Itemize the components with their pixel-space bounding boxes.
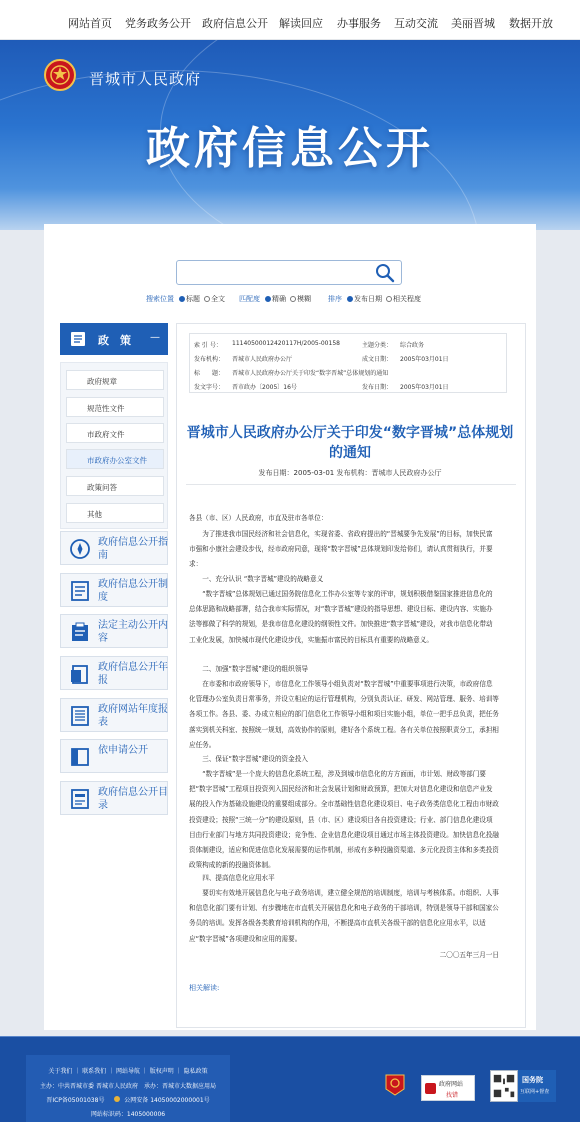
sidebar-item-municipal-docs[interactable]: 市政府文件 — [66, 423, 164, 443]
nav-info-disclosure[interactable]: 政府信息公开 — [202, 17, 268, 30]
error-report-sub: 找错 — [446, 1092, 459, 1099]
search-scope-label: 搜索位置 — [146, 295, 174, 303]
card-label: 政府信息公开年报 — [98, 662, 168, 686]
nav-home[interactable]: 网站首页 — [68, 17, 112, 30]
qr-code-icon — [490, 1070, 518, 1102]
card-disclosure-catalog[interactable] — [60, 781, 168, 815]
policy-document-icon — [69, 330, 87, 348]
article-heading: 三、保证“数字晋城”建设的资金投入 — [202, 755, 308, 763]
article-paragraph: 为了推进我市国民经济和社会信息化，实现省委、省政府提出的“晋城要争先发展”的目标，加快民富市强和小康社会建设步伐，经市政府同意，现将“数字晋城”总体规划印发给你们，请认真贯彻执行，并要求： — [189, 530, 493, 569]
scope-title-label: 标题 — [186, 295, 200, 303]
website-error-report-button[interactable] — [421, 1075, 475, 1101]
meta-index-label: 索 引 号： — [194, 342, 222, 349]
footer-links[interactable]: 关于我们 ｜ 联系我们 ｜ 网站导航 ｜ 版权声明 ｜ 隐私政策 — [48, 1068, 208, 1075]
meta-topic-label: 主题分类： — [362, 342, 393, 349]
card-disclosure-guide[interactable] — [60, 531, 168, 565]
article-salutation: 各县（市、区）人民政府，市直及驻市各单位： — [189, 514, 328, 522]
card-statutory-content[interactable] — [60, 614, 168, 648]
clipboard-icon — [69, 621, 91, 643]
card-apply-disclosure[interactable] — [60, 739, 168, 773]
footer-record — [26, 1095, 230, 1104]
meta-title: 晋城市人民政府办公厅关于印发“数字晋城”总体规划的通知 — [232, 370, 389, 377]
policy-menu-header[interactable] — [60, 323, 168, 355]
policy-submenu — [60, 362, 168, 529]
book-icon — [69, 746, 91, 768]
search-icon[interactable] — [375, 263, 395, 283]
card-label: 政府信息公开指南 — [98, 537, 168, 561]
party-organization-icon[interactable] — [384, 1073, 406, 1097]
report-icon — [69, 705, 91, 727]
article-subline: 发布日期：2005-03-01 发布机构：晋城市人民政府办公厅 — [258, 469, 442, 477]
meta-pubdate-label: 发布日期： — [362, 384, 393, 391]
card-label: 法定主动公开内容 — [98, 620, 168, 644]
footer-sponsor: 主办：中共晋城市委 晋城市人民政府 承办：晋城市大数据应用局 — [40, 1083, 216, 1090]
match-fuzzy-radio[interactable] — [290, 296, 296, 302]
search-scope-options — [146, 294, 227, 304]
nav-interpretation[interactable]: 解读回应 — [279, 17, 323, 30]
meta-date: 2005年03月01日 — [400, 356, 449, 363]
police-badge-icon — [114, 1096, 120, 1102]
sidebar-item-regulations[interactable]: 政府规章 — [66, 370, 164, 390]
meta-docno-label: 发文字号： — [194, 384, 225, 391]
meta-org: 晋城市人民政府办公厅 — [232, 356, 293, 363]
nav-interaction[interactable]: 互动交流 — [394, 17, 438, 30]
sidebar-item-office-docs[interactable]: 市政府办公室文件 — [66, 449, 164, 469]
sort-relevance-radio[interactable] — [386, 296, 392, 302]
article-title: 晋城市人民政府办公厅关于印发“数字晋城”总体规划的通知 — [186, 425, 514, 461]
card-annual-report[interactable] — [60, 656, 168, 690]
search-input[interactable] — [176, 260, 402, 285]
collapse-icon[interactable]: — — [150, 332, 160, 343]
card-label: 政府信息公开目录 — [98, 787, 168, 811]
sort-date-radio[interactable] — [347, 296, 353, 302]
article-paragraph: 在市委和市政府领导下，市信息化工作领导小组负责对“数字晋城”中重要事项进行决策，市政府信息化管理办公室负责日常事务，并设立相应的运行管理机构，分别负责认证、研发、网站管理、服务、培训等各项工作。各县、委、办成立相应的部门信息化工作领导小组和项目实施小组，单位一把手总负责，把任务落实到机关科室、按照统一规划，高效协作的原则，建好各个系统工程。各有关单位按照职责分工，承担相应任务。 — [189, 680, 499, 749]
article-paragraph: “数字晋城”总体规划已通过国务院信息化工作办公室等专家的评审，规划积极借鉴国家推进信息化的总体思路和战略部署，结合我市实际情况，对“数字晋城”建设的指导思想、建设目标、建设内容、实施办法等都做了科学的规划，是我市信息化建设的纲领性文件。加快推进“数字晋城”建设，对我市信息化带动工业化发展，加快城市现代化建设步伐，实施振市富民的目标具有重要的战略意义。 — [189, 590, 493, 644]
nav-open-data[interactable]: 数据开放 — [509, 17, 553, 30]
site-name[interactable]: 晋城市人民政府 — [89, 70, 202, 88]
sort-relevance-label: 相关程度 — [393, 295, 421, 303]
meta-date-label: 成文日期： — [362, 356, 393, 363]
article-paragraph: 要切实有效地开展信息化与电子政务培训，建立健全规范的培训制度，培训与考核体系。市组织、人事和信息化部门要有计划、有步骤地在市直机关开展信息化和电子政务的干部培训，特别是领导干部和国家公务员的培训。发挥各级各类教育培训机构的作用，不断提高市直机关各级干部的信息化应用水平，以适应“数字晋城”各项建设和应用的需要。 — [189, 889, 499, 943]
meta-org-label: 发布机构： — [194, 356, 225, 363]
footer-divider — [0, 1036, 580, 1037]
document-list-icon — [69, 580, 91, 602]
state-council-supervision-link[interactable] — [518, 1070, 556, 1102]
search-sort-label: 排序 — [328, 295, 342, 303]
icp-link[interactable]: 晋ICP备05001038号 — [46, 1097, 105, 1104]
meta-index: 11140500012420117H/2005-00158 — [232, 340, 340, 347]
meta-pubdate: 2005年03月01日 — [400, 384, 449, 391]
national-emblem-icon — [44, 58, 76, 92]
meta-topic: 综合政务 — [400, 342, 425, 349]
nav-party-affairs[interactable]: 党务政务公开 — [125, 17, 191, 30]
card-label: 政府网站年度报表 — [98, 704, 168, 728]
catalog-icon — [69, 788, 91, 810]
sidebar-item-policy-qa[interactable]: 政策问答 — [66, 476, 164, 496]
match-fuzzy-label: 模糊 — [297, 295, 311, 303]
match-exact-radio[interactable] — [265, 296, 271, 302]
scope-fulltext-label: 全文 — [211, 295, 225, 303]
scope-title-radio[interactable] — [179, 296, 185, 302]
sort-date-label: 发布日期 — [354, 295, 382, 303]
card-disclosure-system[interactable] — [60, 573, 168, 607]
search-sort-options — [328, 294, 423, 304]
error-report-icon — [425, 1083, 436, 1094]
article-sign-date: 二〇〇五年三月一日 — [439, 951, 499, 959]
folder-icon — [69, 663, 91, 685]
related-interpretation-link[interactable]: 相关解读: — [189, 984, 220, 992]
metadata-table — [189, 333, 507, 393]
top-nav — [0, 0, 580, 40]
card-label: 政府信息公开制度 — [98, 579, 168, 603]
nav-services[interactable]: 办事服务 — [337, 17, 381, 30]
divider — [186, 484, 516, 485]
card-website-report[interactable] — [60, 698, 168, 732]
gov-sub: 互联网+督查 — [520, 1089, 550, 1095]
sidebar-item-normative-docs[interactable]: 规范性文件 — [66, 397, 164, 417]
sidebar-item-other[interactable]: 其他 — [66, 503, 164, 523]
meta-docno: 晋市政办〔2005〕16号 — [232, 384, 297, 391]
nav-beautiful-jincheng[interactable]: 美丽晋城 — [451, 17, 495, 30]
gov-text: 国务院 — [522, 1076, 543, 1084]
card-label: 依申请公开 — [98, 745, 148, 756]
search-match-label: 匹配度 — [239, 295, 260, 303]
article-heading: 二、加强“数字晋城”建设的组织领导 — [202, 665, 308, 673]
meta-title-label: 标 题： — [194, 370, 225, 377]
article-heading: 一、充分认识 “数字晋城”建设的战略意义 — [202, 575, 324, 583]
scope-fulltext-radio[interactable] — [204, 296, 210, 302]
search-match-options — [239, 294, 313, 304]
footer-site-id: 网站标识码：1405000006 — [90, 1111, 166, 1118]
error-report-text: 政府网站 — [439, 1081, 464, 1088]
article-paragraph: “数字晋城”是一个庞大的信息化系统工程，涉及到城市信息化的方方面面，市计划、财政等部门要把“数字晋城”工程项目投资列入国民经济和社会发展计划和财政预算，把加大对信息化建设和信息产业发展的投入作为基础设施建设的重要组成部分。全市基础性信息化建设项目、电子政务类信息化工程由市财政投资建设；按照“三统一分”的建设原则，县（市、区）建设项目各自投资建设；行业、部门信息化建设项目由行业部门与地方共同投资建设；竞争性、企业信息化建设项目通过市场主体投资建设。加快信息化投融资体制建设，适应和促进信息化发展需要的运作机制，形成有多种投融资渠道、多元化投资主体和多类投资政策构成的新的投融资体制。 — [189, 770, 499, 870]
compass-icon — [69, 538, 91, 560]
police-record-link[interactable]: 公网安备 14050002000001号 — [124, 1097, 210, 1104]
policy-heading: 政 策 — [98, 334, 131, 347]
article-heading: 四、提高信息化应用水平 — [202, 874, 275, 882]
page-title: 政府信息公开 — [146, 123, 434, 174]
match-exact-label: 精确 — [272, 295, 286, 303]
